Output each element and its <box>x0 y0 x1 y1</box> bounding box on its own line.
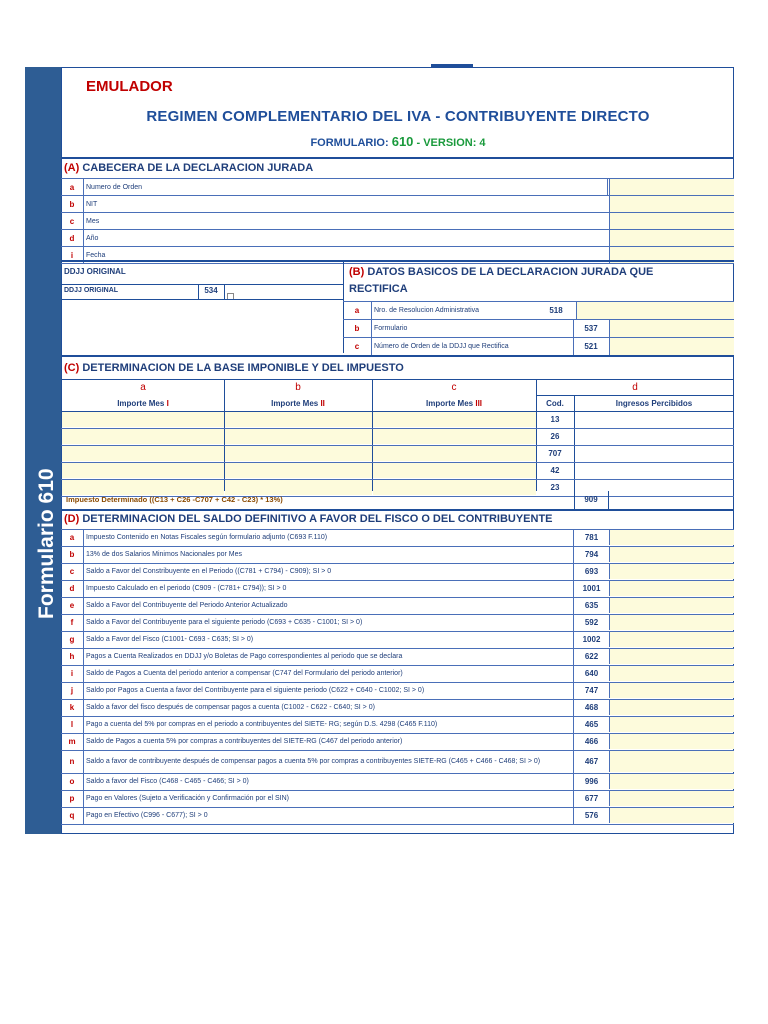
table-row <box>61 683 734 700</box>
row-label: Pagos a Cuenta Realizados en DDJJ y/o Boletas de Pago correspondientes al periodo que se declara <box>83 649 573 665</box>
row-value-input[interactable] <box>609 774 734 789</box>
row-value-input[interactable] <box>609 683 734 698</box>
impuesto-determinado-code: 909 <box>584 495 598 504</box>
section-d-heading <box>64 513 553 525</box>
row-code: 13 <box>550 415 560 424</box>
row-letter: p <box>69 794 75 803</box>
table-row <box>61 530 734 547</box>
roman-iii: III <box>475 399 483 408</box>
numero-orden-input[interactable] <box>609 179 734 195</box>
table-row <box>61 463 734 480</box>
table-row <box>61 547 734 564</box>
section-c-rows <box>61 412 734 497</box>
row-label: Impuesto Calculado en el periodo (C909 - (C781+ C794)); SI > 0 <box>83 581 573 597</box>
importe-mes-i-input[interactable] <box>62 429 224 444</box>
row-letter: i <box>70 669 74 678</box>
table-row <box>61 429 734 446</box>
row-label: Saldo a favor del Fisco (C468 - C465 - C466; SI > 0) <box>83 774 573 790</box>
row-letter: d <box>69 233 75 243</box>
section-d-title: DETERMINACION DEL SALDO DEFINITIVO A FAVOR DEL FISCO O DEL CONTRIBUYENTE <box>82 513 553 525</box>
resolucion-input[interactable] <box>576 302 734 319</box>
row-letter: n <box>69 757 75 766</box>
row-code: 635 <box>573 598 609 614</box>
importe-mes-ii-input[interactable] <box>225 446 372 461</box>
row-code: 521 <box>584 342 598 351</box>
col-header-a: Importe Mes I <box>117 399 169 408</box>
importe-mes-iii-input[interactable] <box>373 412 536 427</box>
divider <box>61 509 734 511</box>
importe-mes-ii-input[interactable] <box>225 463 372 478</box>
row-letter: j <box>70 686 74 695</box>
table-row <box>61 632 734 649</box>
row-code: 42 <box>550 466 560 475</box>
nit-input[interactable] <box>609 196 734 212</box>
importe-mes-i-input[interactable] <box>62 463 224 478</box>
row-letter: c <box>354 342 360 351</box>
row-code: 622 <box>573 649 609 665</box>
importe-mes-iii-input[interactable] <box>373 446 536 461</box>
row-letter: m <box>68 737 76 746</box>
row-value-input[interactable] <box>609 700 734 715</box>
section-c-letter: (C) <box>64 362 80 374</box>
ingresos-input[interactable] <box>575 412 734 427</box>
row-letter: h <box>69 652 75 661</box>
row-value-input[interactable] <box>609 564 734 579</box>
row-label: Fecha <box>83 247 105 263</box>
section-d-letter: (D) <box>64 513 80 525</box>
table-row <box>61 649 734 666</box>
col-letter-b: b <box>295 382 301 393</box>
importe-mes-ii-input[interactable] <box>225 429 372 444</box>
table-row <box>61 666 734 683</box>
row-code: 518 <box>549 306 563 315</box>
table-row <box>61 446 734 463</box>
row-code: 707 <box>548 449 562 458</box>
row-label: Pago en Valores (Sujeto a Verificación y Confirmación por el SIN) <box>83 791 573 807</box>
ingresos-input[interactable] <box>575 463 734 478</box>
section-b-table <box>343 301 734 356</box>
row-label: Saldo de Pagos a Cuenta del periodo anterior a compensar (C747 del Formulario del periodo anterior) <box>83 666 573 682</box>
row-label: Impuesto Contenido en Notas Fiscales según formulario adjunto (C693 F.110) <box>83 530 573 546</box>
row-label: Saldo a Favor del Fisco (C1001- C693 - C635; SI > 0) <box>83 632 573 648</box>
row-label: NIT <box>83 196 97 212</box>
divider <box>61 355 734 357</box>
row-letter: a <box>69 182 75 192</box>
formulario-input[interactable] <box>609 320 734 337</box>
row-code: 677 <box>573 791 609 807</box>
row-label: Saldo por Pagos a Cuenta a favor del Contribuyente para el siguiente periodo (C622 + C640 - C1002; SI > 0) <box>83 683 573 699</box>
form-label: FORMULARIO: <box>310 137 389 149</box>
table-row <box>61 230 734 247</box>
row-label: Saldo a Favor del Contribuyente para el siguiente periodo (C693 + C635 - C1001; SI > 0) <box>83 615 573 631</box>
section-b-title2: RECTIFICA <box>349 283 408 295</box>
row-label: Año <box>83 230 98 246</box>
row-letter: q <box>69 811 75 820</box>
form-number: 610 <box>391 134 414 149</box>
row-value-input[interactable] <box>609 734 734 749</box>
importe-mes-i-input[interactable] <box>62 480 224 495</box>
row-code: 996 <box>573 774 609 790</box>
section-a-table <box>61 178 734 264</box>
row-label: 13% de dos Salarios Minimos Nacionales por Mes <box>83 547 573 563</box>
importe-mes-iii-input[interactable] <box>373 480 536 495</box>
table-row <box>61 412 734 429</box>
row-value-input[interactable] <box>609 581 734 596</box>
row-letter: a <box>69 533 75 542</box>
ddjj-title: DDJJ ORIGINAL <box>64 267 126 276</box>
orden-rectifica-input[interactable] <box>609 338 734 355</box>
section-b-heading <box>349 266 653 278</box>
row-label: Nro. de Resolucion Administrativa <box>371 302 537 319</box>
importe-mes-i-input[interactable] <box>62 446 224 461</box>
impuesto-determinado-value[interactable] <box>609 492 734 508</box>
section-a-letter: (A) <box>64 162 80 174</box>
row-letter: o <box>69 777 75 786</box>
importe-mes-iii-input[interactable] <box>373 463 536 478</box>
table-row <box>61 564 734 581</box>
row-value-input[interactable] <box>609 666 734 681</box>
row-code: 576 <box>573 808 609 824</box>
section-d-table <box>61 529 734 825</box>
row-code: 537 <box>584 324 598 333</box>
table-row <box>343 338 734 356</box>
col-header-ingresos: Ingresos Percibidos <box>615 399 693 408</box>
row-letter: a <box>354 306 360 315</box>
row-label: Numero de Orden <box>83 179 142 195</box>
table-row <box>61 791 734 808</box>
section-a-title: CABECERA DE LA DECLARACION JURADA <box>82 162 314 174</box>
row-label: Saldo a Favor del Contribuyente del Periodo Anterior Actualizado <box>83 598 573 614</box>
col-header-cod: Cod. <box>546 399 564 408</box>
row-value-input[interactable] <box>609 615 734 630</box>
row-value-input[interactable] <box>609 808 734 823</box>
table-row <box>61 179 734 196</box>
table-row <box>61 734 734 751</box>
row-label: Pago a cuenta del 5% por compras en el periodo a contribuyentes del SIETE- RG; según D.S. 4298 (C465 F.110) <box>83 717 573 733</box>
table-row <box>61 808 734 825</box>
row-value-input[interactable] <box>609 632 734 647</box>
ingresos-input[interactable] <box>575 429 734 444</box>
row-code: 592 <box>573 615 609 631</box>
row-code: 747 <box>573 683 609 699</box>
table-row <box>61 751 734 774</box>
row-code: 23 <box>550 483 560 492</box>
row-letter: b <box>354 324 360 333</box>
ddjj-label: DDJJ ORIGINAL <box>64 287 119 294</box>
ddjj-code: 534 <box>204 286 218 295</box>
row-code: 26 <box>550 432 560 441</box>
row-letter: f <box>70 618 74 627</box>
row-letter: c <box>69 567 75 576</box>
section-a-heading <box>64 162 313 174</box>
row-code: 640 <box>573 666 609 682</box>
mes-input[interactable] <box>609 213 734 229</box>
row-code: 1002 <box>573 632 609 648</box>
roman-ii: II <box>320 399 325 408</box>
row-value-input[interactable] <box>609 598 734 613</box>
importe-mes-ii-input[interactable] <box>225 480 372 495</box>
anio-input[interactable] <box>609 230 734 246</box>
row-label: Mes <box>83 213 99 229</box>
sidebar-band <box>25 67 61 834</box>
row-value-input[interactable] <box>609 751 734 772</box>
divider <box>61 157 734 159</box>
col-letter-a: a <box>140 382 146 393</box>
importe-mes-ii-input[interactable] <box>225 412 372 427</box>
version-label: - VERSION: 4 <box>416 137 486 149</box>
table-row <box>61 213 734 230</box>
row-letter: l <box>70 720 74 729</box>
row-code: 468 <box>573 700 609 716</box>
ingresos-input[interactable] <box>575 446 734 461</box>
table-row <box>61 581 734 598</box>
row-code: 781 <box>573 530 609 546</box>
table-row <box>61 774 734 791</box>
row-label: Formulario <box>371 320 407 337</box>
section-b-letter: (B) <box>349 266 365 278</box>
section-b-title: DATOS BASICOS DE LA DECLARACION JURADA QUE <box>367 266 654 278</box>
row-letter: g <box>69 635 75 644</box>
table-row <box>61 717 734 734</box>
row-label: Saldo a Favor del Constribuyente en el Periodo ((C781 + C794) - C909); SI > 0 <box>83 564 573 580</box>
row-letter: i <box>70 250 74 260</box>
row-code: 693 <box>573 564 609 580</box>
top-mark <box>431 64 473 67</box>
row-letter: c <box>69 216 75 226</box>
row-value-input[interactable] <box>609 791 734 806</box>
row-code: 465 <box>573 717 609 733</box>
row-letter: b <box>69 199 75 209</box>
table-row <box>343 302 734 320</box>
impuesto-determinado-label: Impuesto Determinado ((C13 + C26 -C707 + C42 - C23) * 13%) <box>66 495 283 504</box>
row-label: Saldo de Pagos a cuenta 5% por compras a contribuyentes del SIETE-RG (C467 del periodo anterior) <box>83 734 573 750</box>
row-code: 1001 <box>573 581 609 597</box>
section-c-heading <box>64 362 404 374</box>
row-letter: e <box>69 601 75 610</box>
row-letter: d <box>69 584 75 593</box>
row-value-input[interactable] <box>609 530 734 545</box>
form-version-line <box>62 134 734 149</box>
table-row <box>343 320 734 338</box>
importe-mes-i-input[interactable] <box>62 412 224 427</box>
row-label: Saldo a favor del fisco después de compensar pagos a cuenta (C1002 - C622 - C640; SI > 0) <box>83 700 573 716</box>
row-label: Saldo a favor de contribuyente después de compensar pagos a cuenta 5% por compras a contribuyentes SIETE-RG (C465 + C466 - C468; SI > 0) <box>83 751 573 773</box>
col-header-c: Importe Mes III <box>425 399 483 408</box>
row-value-input[interactable] <box>609 717 734 732</box>
row-value-input[interactable] <box>609 547 734 562</box>
roman-i: I <box>166 399 169 408</box>
importe-mes-iii-input[interactable] <box>373 429 536 444</box>
row-code: 466 <box>573 734 609 750</box>
divider <box>61 260 734 262</box>
col-letter-c: c <box>451 382 457 393</box>
row-label: Número de Orden de la DDJJ que Rectifica <box>371 338 509 355</box>
row-label: Pago en Efectivo (C996 - C677); SI > 0 <box>83 808 573 824</box>
table-row <box>61 700 734 717</box>
page-title: REGIMEN COMPLEMENTARIO DEL IVA - CONTRIBUYENTE DIRECTO <box>146 108 650 125</box>
table-row <box>61 615 734 632</box>
table-row <box>61 598 734 615</box>
col-header-b: Importe Mes II <box>271 399 325 408</box>
row-letter: k <box>69 703 75 712</box>
col-letter-d: d <box>632 382 638 393</box>
row-letter: b <box>69 550 75 559</box>
row-value-input[interactable] <box>609 649 734 664</box>
section-c-title: DETERMINACION DE LA BASE IMPONIBLE Y DEL IMPUESTO <box>82 362 404 374</box>
row-code: 794 <box>573 547 609 563</box>
table-row <box>61 196 734 213</box>
row-code: 467 <box>573 751 609 773</box>
emulator-label: EMULADOR <box>86 78 173 95</box>
sidebar-label: Formulario 610 <box>35 468 58 619</box>
